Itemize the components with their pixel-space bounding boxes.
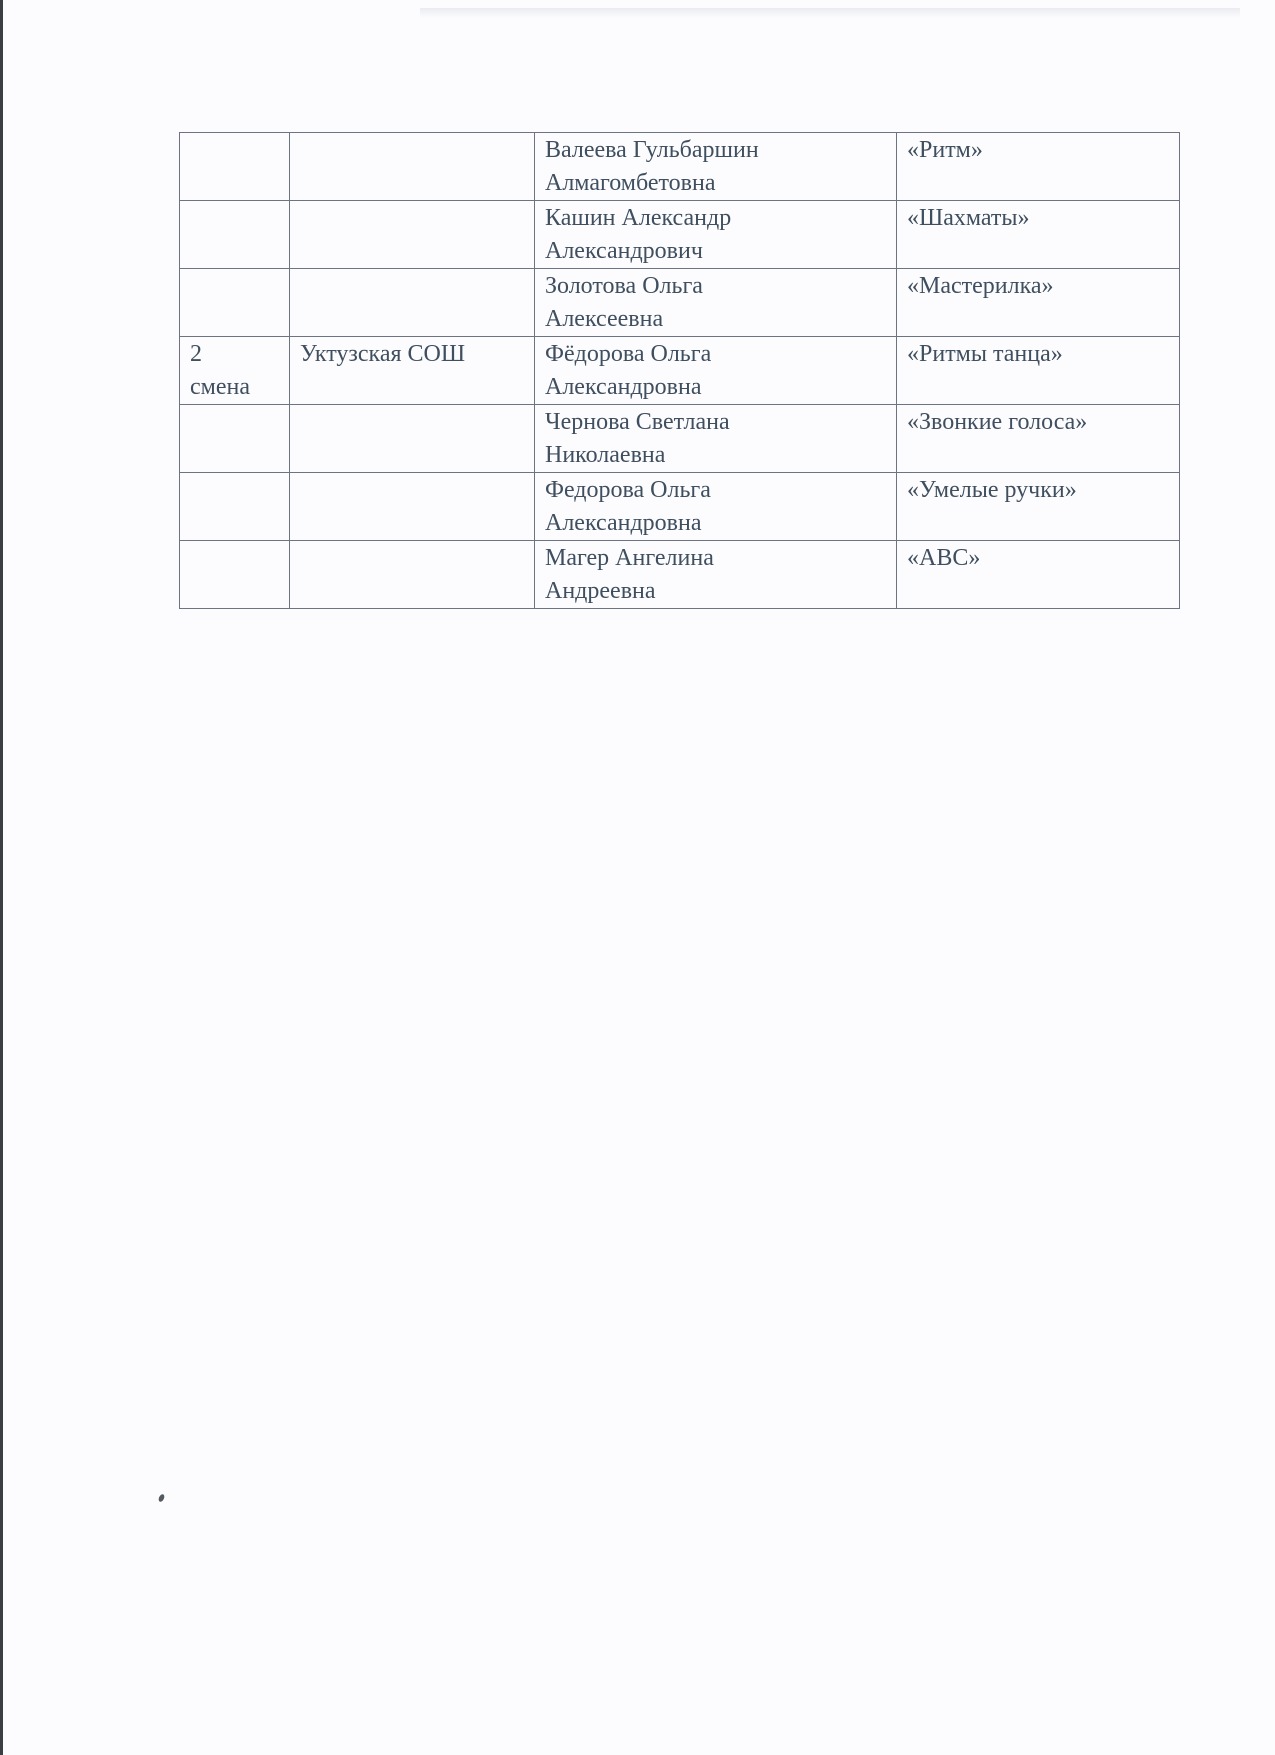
club-cell (897, 473, 1180, 541)
table-row (180, 269, 1180, 337)
club-name: «Звонкие голоса» (907, 409, 1088, 435)
scan-edge-shadow (0, 0, 3, 1755)
club-cell (897, 133, 1180, 201)
teacher-name: Магер Ангелина Андреевна (545, 545, 714, 604)
shift-cell (180, 337, 290, 405)
teacher-cell (535, 405, 897, 473)
club-schedule-table (179, 132, 1180, 609)
table-row (180, 133, 1180, 201)
teacher-cell (535, 201, 897, 269)
shift-cell (180, 473, 290, 541)
table-row (180, 337, 1180, 405)
teacher-name: Золотова Ольга Алексеевна (545, 273, 703, 332)
club-name: «Ритмы танца» (907, 341, 1063, 367)
teacher-cell (535, 541, 897, 609)
table-row (180, 405, 1180, 473)
club-cell (897, 541, 1180, 609)
shift-cell (180, 269, 290, 337)
club-name: «АВС» (907, 545, 981, 571)
table-row (180, 201, 1180, 269)
school-cell (290, 337, 535, 405)
scan-speck (158, 1493, 166, 1502)
club-cell (897, 269, 1180, 337)
teacher-cell (535, 269, 897, 337)
club-cell (897, 337, 1180, 405)
teacher-cell (535, 337, 897, 405)
school-cell (290, 201, 535, 269)
teacher-cell (535, 133, 897, 201)
club-cell (897, 201, 1180, 269)
club-name: «Ритм» (907, 137, 983, 163)
scan-smudge (420, 8, 1240, 18)
club-name: «Умелые ручки» (907, 477, 1077, 503)
teacher-name: Федорова Ольга Александровна (545, 477, 711, 536)
shift-cell (180, 201, 290, 269)
school-cell (290, 133, 535, 201)
table-row (180, 541, 1180, 609)
table-row (180, 473, 1180, 541)
teacher-name: Фёдорова Ольга Александровна (545, 341, 712, 400)
teacher-name: Валеева Гульбаршин Алмагомбетовна (545, 137, 759, 196)
school-cell (290, 473, 535, 541)
club-name: «Мастерилка» (907, 273, 1054, 299)
shift-cell (180, 133, 290, 201)
shift-cell (180, 541, 290, 609)
club-cell (897, 405, 1180, 473)
club-name: «Шахматы» (907, 205, 1030, 231)
school-text: Уктузская СОШ (300, 341, 466, 367)
teacher-name: Чернова Светлана Николаевна (545, 409, 730, 468)
shift-cell (180, 405, 290, 473)
school-cell (290, 405, 535, 473)
school-cell (290, 541, 535, 609)
teacher-name: Кашин Александр Александрович (545, 205, 732, 264)
school-cell (290, 269, 535, 337)
teacher-cell (535, 473, 897, 541)
shift-text: 2 смена (190, 341, 250, 400)
